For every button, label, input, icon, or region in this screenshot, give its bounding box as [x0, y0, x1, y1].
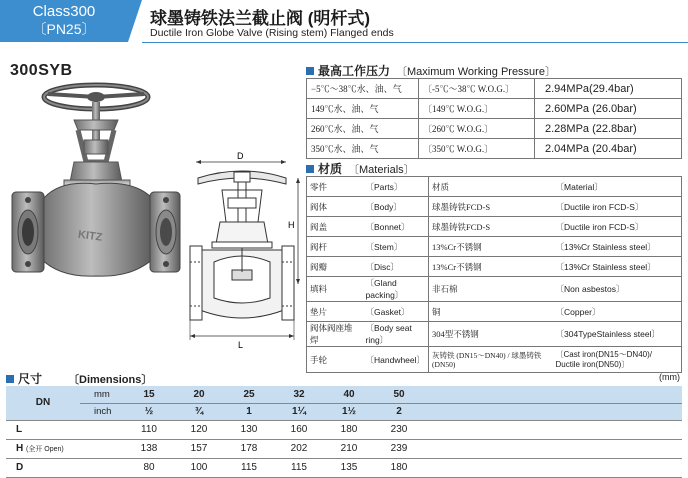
page-title: 球墨铸铁法兰截止阀 (明杆式) [150, 9, 371, 28]
table-row [307, 277, 682, 302]
table-row [6, 458, 682, 477]
size-mm: 25 [224, 386, 274, 403]
part-cn: 阀盖 [307, 217, 363, 237]
dim-d-label: D [237, 151, 244, 161]
table-row [307, 99, 682, 119]
page-subtitle: Ductile Iron Globe Valve (Rising stem) Flanged ends [150, 27, 394, 39]
table-row [307, 347, 682, 373]
material-en: 〔304TypeStainless steel〕 [553, 322, 682, 347]
dim-l-label: L [238, 340, 244, 350]
pressure-condition-cn: −5℃～38℃水、油、气 [307, 79, 419, 99]
table-row [307, 79, 682, 99]
dim-cell: 80 [124, 458, 174, 477]
dim-cell: 180 [374, 458, 424, 477]
pressure-heading [306, 62, 556, 79]
material-cn: 球墨铸铁FCD-S [429, 197, 553, 217]
table-row [307, 237, 682, 257]
dim-cell: 138 [124, 439, 174, 458]
dim-cell: 202 [274, 439, 324, 458]
part-en: 〔Disc〕 [363, 257, 429, 277]
dim-cell: 239 [374, 439, 424, 458]
dim-row-note: (全开 Open) [26, 446, 64, 453]
material-cn: 灰铸铁 (DN15～DN40) / 球墨铸铁 (DN50) [429, 347, 553, 373]
part-cn: 填料 [307, 277, 363, 302]
size-mm: 32 [274, 386, 324, 403]
dim-cell: 210 [324, 439, 374, 458]
table-row [307, 197, 682, 217]
dimensions-table [6, 386, 682, 478]
pressure-value: 2.04MPa (20.4bar) [535, 139, 682, 159]
size-mm: 50 [374, 386, 424, 403]
size-mm: 40 [324, 386, 374, 403]
size-inch: 1 [224, 403, 274, 420]
table-row [6, 420, 682, 439]
table-row [307, 139, 682, 159]
part-cn: 手轮 [307, 347, 363, 373]
section-marker-icon [306, 165, 314, 173]
table-row [6, 386, 682, 403]
size-inch: ¾ [174, 403, 224, 420]
model-number: 300SYB [10, 62, 73, 79]
mm-label: mm [80, 386, 124, 403]
header-divider [142, 42, 688, 43]
valve-photo [4, 80, 184, 300]
dim-cell: 178 [224, 439, 274, 458]
table-row [307, 322, 682, 347]
dim-row-label [6, 420, 124, 439]
part-en: 〔Parts〕 [363, 177, 429, 197]
dim-row-label-text: H [16, 443, 24, 454]
part-cn: 阀体 [307, 197, 363, 217]
dim-cell: 160 [274, 420, 324, 439]
badge-tail [128, 0, 142, 42]
dimensions-heading [6, 370, 152, 387]
material-en: 〔Ductile iron FCD-S〕 [553, 217, 682, 237]
dim-cell: 135 [324, 458, 374, 477]
materials-heading-cn: 材质 [318, 162, 343, 176]
dimensions-heading-en: 〔Dimensions〕 [68, 373, 153, 386]
materials-heading [306, 160, 415, 177]
material-cn: 非石棉 [429, 277, 553, 302]
dim-cell: 230 [374, 420, 424, 439]
pressure-heading-en: 〔Maximum Working Pressure〕 [396, 65, 556, 78]
size-inch: 1¼ [274, 403, 324, 420]
dim-cell: 130 [224, 420, 274, 439]
pressure-heading-cn: 最高工作压力 [318, 64, 391, 78]
material-en: 〔Non asbestos〕 [553, 277, 682, 302]
part-en: 〔Bonnet〕 [363, 217, 429, 237]
part-en: 〔Gasket〕 [363, 302, 429, 322]
part-cn: 垫片 [307, 302, 363, 322]
pressure-condition-cn: 260℃水、油、气 [307, 119, 419, 139]
dim-h-label: H [288, 220, 295, 230]
pressure-condition-en: 〔260℃ W.O.G.〕 [419, 119, 535, 139]
size-mm: 15 [124, 386, 174, 403]
pressure-value: 2.60MPa (26.0bar) [535, 99, 682, 119]
pressure-condition-en: 〔350℃ W.O.G.〕 [419, 139, 535, 159]
dimensions-heading-cn: 尺寸 [18, 372, 43, 386]
material-cn: 304型不锈钢 [429, 322, 553, 347]
material-en: 〔13%Cr Stainless steel〕 [553, 257, 682, 277]
dim-cell: 115 [274, 458, 324, 477]
material-cn: 13%Cr不锈钢 [429, 237, 553, 257]
part-en: 〔Body〕 [363, 197, 429, 217]
pressure-value: 2.28MPa (22.8bar) [535, 119, 682, 139]
material-en: 〔Copper〕 [553, 302, 682, 322]
part-cn: 阀体阀座堆焊 [307, 322, 363, 347]
table-row [307, 177, 682, 197]
part-en: 〔Handwheel〕 [363, 347, 429, 373]
material-cn: 13%Cr不锈钢 [429, 257, 553, 277]
material-en: 〔Cast iron(DN15～DN40)/ Ductile iron(DN50)〕 [553, 347, 682, 373]
dimensions-unit: (mm) [659, 372, 680, 382]
table-row [6, 439, 682, 458]
material-cn: 球墨铸铁FCD-S [429, 217, 553, 237]
pressure-condition-cn: 350℃水、油、气 [307, 139, 419, 159]
material-en: 〔Ductile iron FCD-S〕 [553, 197, 682, 217]
pressure-condition-en: 〔149℃ W.O.G.〕 [419, 99, 535, 119]
materials-table [306, 176, 682, 373]
table-row [307, 302, 682, 322]
dim-cell: 110 [124, 420, 174, 439]
part-en: 〔Stem〕 [363, 237, 429, 257]
part-cn: 阀瓣 [307, 257, 363, 277]
dim-cell: 120 [174, 420, 224, 439]
part-cn: 阀杆 [307, 237, 363, 257]
material-cn: 材质 [429, 177, 553, 197]
pressure-value: 2.94MPa(29.4bar) [535, 79, 682, 99]
part-en: 〔Body seat ring〕 [363, 322, 429, 347]
dim-row-label-text: D [16, 462, 24, 473]
inch-label: inch [80, 403, 124, 420]
size-mm: 20 [174, 386, 224, 403]
pressure-condition-en: 〔-5℃～38℃ W.O.G.〕 [419, 79, 535, 99]
valve-section-drawing [182, 150, 302, 350]
table-row [6, 403, 682, 420]
dn-label: DN [6, 386, 80, 420]
section-marker-icon [6, 375, 14, 383]
svg-text:KITZ: KITZ [77, 228, 104, 244]
part-cn: 零件 [307, 177, 363, 197]
part-en: 〔Gland packing〕 [363, 277, 429, 302]
size-inch: ½ [124, 403, 174, 420]
table-row [307, 217, 682, 237]
dim-cell: 157 [174, 439, 224, 458]
class-label: Class300 [32, 3, 96, 20]
dim-cell: 180 [324, 420, 374, 439]
class-badge [0, 0, 128, 42]
pressure-condition-cn: 149℃水、油、气 [307, 99, 419, 119]
pressure-table [306, 78, 682, 159]
material-en: 〔Material〕 [553, 177, 682, 197]
dim-cell: 100 [174, 458, 224, 477]
dim-cell: 115 [224, 458, 274, 477]
dim-row-label-text: L [16, 424, 23, 435]
dim-row-label [6, 458, 124, 477]
size-inch: 1½ [324, 403, 374, 420]
pn-label: 〔PN25〕 [32, 21, 96, 37]
section-marker-icon [306, 67, 314, 75]
size-inch: 2 [374, 403, 424, 420]
table-row [307, 257, 682, 277]
materials-heading-en: 〔Materials〕 [348, 163, 415, 176]
material-en: 〔13%Cr Stainless steel〕 [553, 237, 682, 257]
material-cn: 铜 [429, 302, 553, 322]
dim-row-label [6, 439, 124, 458]
table-row [307, 119, 682, 139]
